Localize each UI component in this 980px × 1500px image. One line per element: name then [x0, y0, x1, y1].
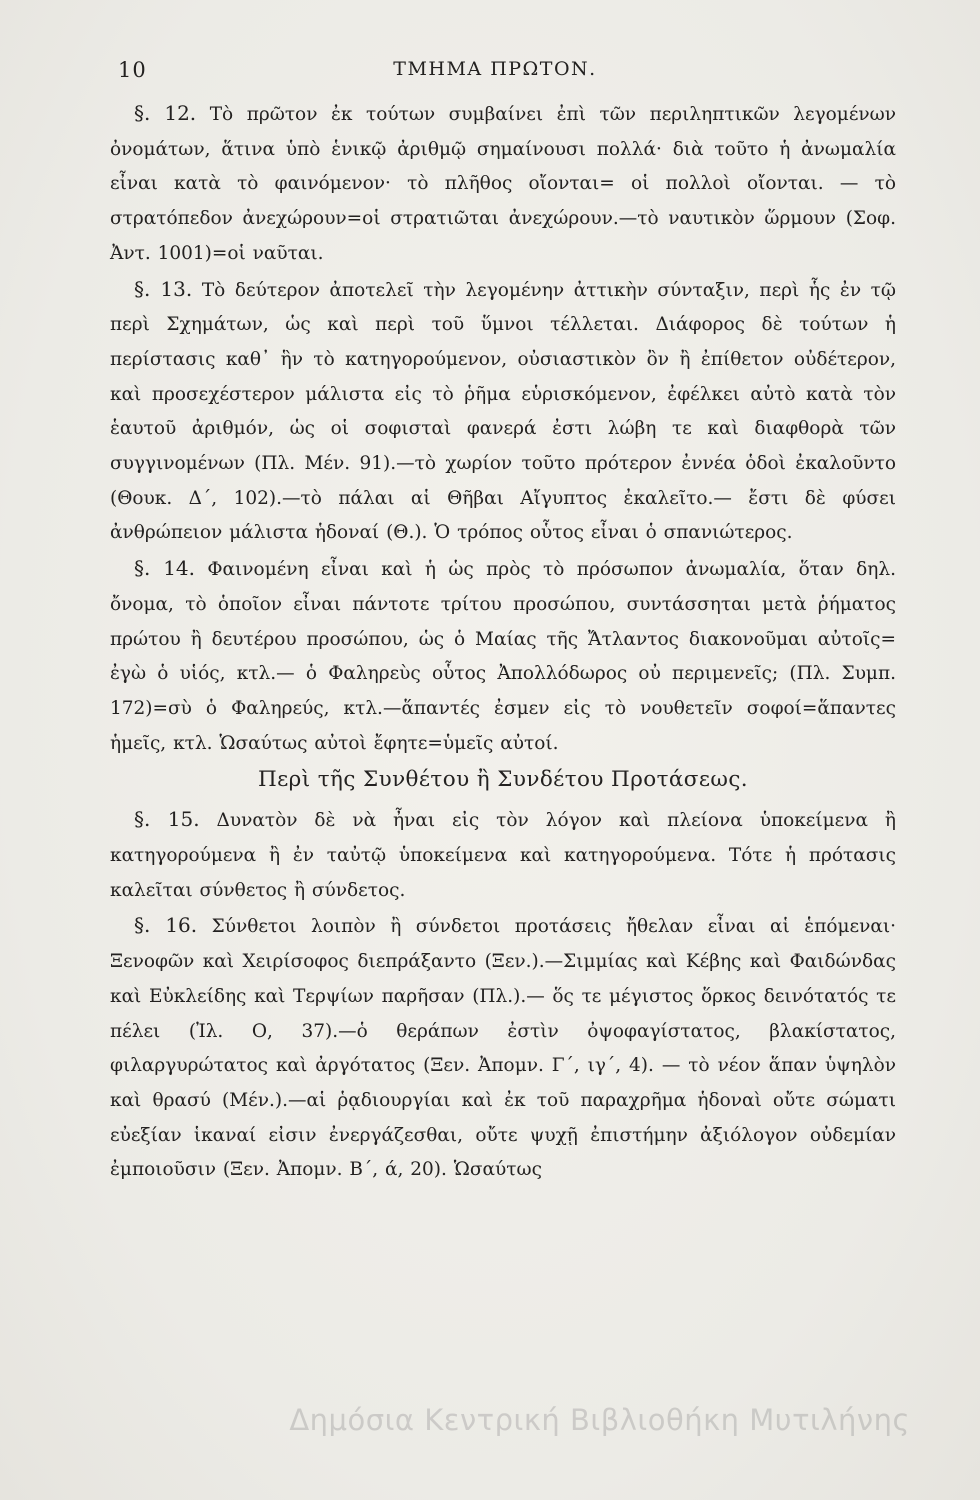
- library-watermark: Δημόσια Κεντρική Βιβλιοθήκη Μυτιλήνης: [289, 1403, 910, 1437]
- section-heading: Περὶ τῆς Συνθέτου ἢ Συνδέτου Προτάσεως.: [257, 767, 749, 793]
- section-marker: §. 16.: [134, 913, 198, 938]
- section-marker: §. 15.: [134, 807, 200, 832]
- page-number: 10: [118, 58, 147, 82]
- section-marker: §. 12.: [134, 101, 197, 125]
- page-header: [118, 58, 872, 88]
- paragraph-text: Δυνατὸν δὲ νὰ ἦναι εἰς τὸν λόγον καὶ πλείονα ὑποκείμενα ἢ κατηγορούμενα ἢ ἐν ταὐτῷ ὑποκείμενα καὶ κατηγορούμενα. Τότε ἡ πρότασις καλεῖται σύνθετος ἢ σύνδετος.: [110, 810, 897, 901]
- paragraph-13: [110, 272, 896, 552]
- paragraph-text: Φαινομένη εἶναι καὶ ἡ ὡς πρὸς τὸ πρόσωπον ἀνωμαλία, ὅταν δηλ. ὄνομα, τὸ ὁποῖον εἶναι πάντοτε τρίτου προσώπου, συντάσσηται μετὰ ῥήματος πρώτου ἢ δευτέρου προσώπου, ὡς ὁ Μαίας τῆς Ἄτλαντος διακονοῦμαι αὐτοῖς= ἐγὼ ὁ υἱός, κτλ.— ὁ Φαληρεὺς οὗτος Ἀπολλόδωρος οὐ περιμενεῖς; (Πλ. Συμπ. 172)=σὺ ὁ Φαληρεύς, κτλ.—ἅπαντές ἐσμεν εἰς τὸ νουθετεῖν σοφοί=ἅπαντες ἡμεῖς, κτλ. Ὡσαύτως αὐτοὶ ἔφητε=ὑμεῖς αὐτοί.: [110, 559, 896, 754]
- paragraph-15: [110, 802, 896, 908]
- paragraph-text: Τὸ δεύτερον ἀποτελεῖ τὴν λεγομένην ἀττικὴν σύνταξιν, περὶ ἧς ἐν τῷ περὶ Σχημάτων, ὡς καὶ περὶ τοῦ ὕμνοι τέλλεται. Διάφορος δὲ τούτων ἡ περίστασις καθ᾽ ἣν τὸ κατηγορούμενον, οὐσιαστικὸν ὂν ἢ ἐπίθετον οὐδέτερον, καὶ προσεχέστερον μάλιστα εἰς τὸ ῥῆμα εὑρισκόμενον, ἐφέλκει αὐτὸ κατὰ τὸν ἑαυτοῦ ἀριθμόν, ὡς οἱ σοφισταὶ φανερά ἐστι λώβη τε καὶ διαφθορὰ τῶν συγγινομένων (Πλ. Μέν. 91).—τὸ χωρίον τοῦτο πρότερον ἐννέα ὁδοὶ ἐκαλοῦντο (Θουκ. Δ´, 102).—τὸ πάλαι αἱ Θῆβαι Αἴγυπτος ἐκαλεῖτο.— ἔστι δὲ φύσει ἀνθρώπειον μάλιστα ἡδοναί (Θ.). Ὁ τρόπος οὗτος εἶναι ὁ σπανιώτερος.: [110, 279, 896, 544]
- paragraph-text: Τὸ πρῶτον ἐκ τούτων συμβαίνει ἐπὶ τῶν περιληπτικῶν λεγομένων ὀνομάτων, ἅτινα ὑπὸ ἑνικῷ ἀριθμῷ σημαίνουσι πολλά· διὰ τοῦτο ἡ ἀνωμαλία εἶναι κατὰ τὸ φαινόμενον· τὸ πλῆθος οἴονται= οἱ πολλοὶ οἴονται. — τὸ στρατόπεδον ἀνεχώρουν=οἱ στρατιῶται ἀνεχώρουν.—τὸ ναυτικὸν ὥρμουν (Σοφ. Ἀντ. 1001)=οἱ ναῦται.: [110, 104, 896, 264]
- paragraph-12: [110, 96, 896, 272]
- section-marker: §. 13.: [134, 276, 193, 301]
- body-text: [110, 96, 896, 1188]
- paragraph-text: Σύνθετοι λοιπὸν ἢ σύνδετοι προτάσεις ἤθελαν εἶναι αἱ ἑπόμεναι· Ξενοφῶν καὶ Χειρίσοφος διεπράξαντο (Ξεν.).—Σιμμίας καὶ Κέβης καὶ Φαιδώνδας καὶ Εὐκλείδης καὶ Τερψίων παρῆσαν (Πλ.).— ὅς τε μέγιστος ὅρκος δεινότατός τε πέλει (Ἰλ. Ο, 37).—ὁ θεράπων ἐστὶν ὀψοφαγίστατος, βλακίστατος, φιλαργυρώτατος καὶ ἀργότατος (Ξεν. Ἀπομν. Γ´, ιγ´, 4). — τὸ νέον ἅπαν ὑψηλὸν καὶ θρασύ (Μέν.).—αἱ ῥᾳδιουργίαι καὶ ἐκ τοῦ παραχρῆμα ἡδοναὶ οὔτε σώματι εὐεξίαν ἱκαναί εἰσιν ἐνεργάζεσθαι, οὔτε ψυχῇ ἐπιστήμην ἀξιόλογον οὐδεμίαν ἐμποιοῦσιν (Ξεν. Ἀπομν. Β´, ά, 20). Ὡσαύτως: [110, 916, 896, 1181]
- paragraph-16: [110, 908, 896, 1188]
- paragraph-14: [110, 551, 896, 761]
- section-marker: §. 14.: [134, 556, 196, 581]
- running-title: ΤΜΗΜΑ ΠΡΩΤΟΝ.: [393, 58, 597, 80]
